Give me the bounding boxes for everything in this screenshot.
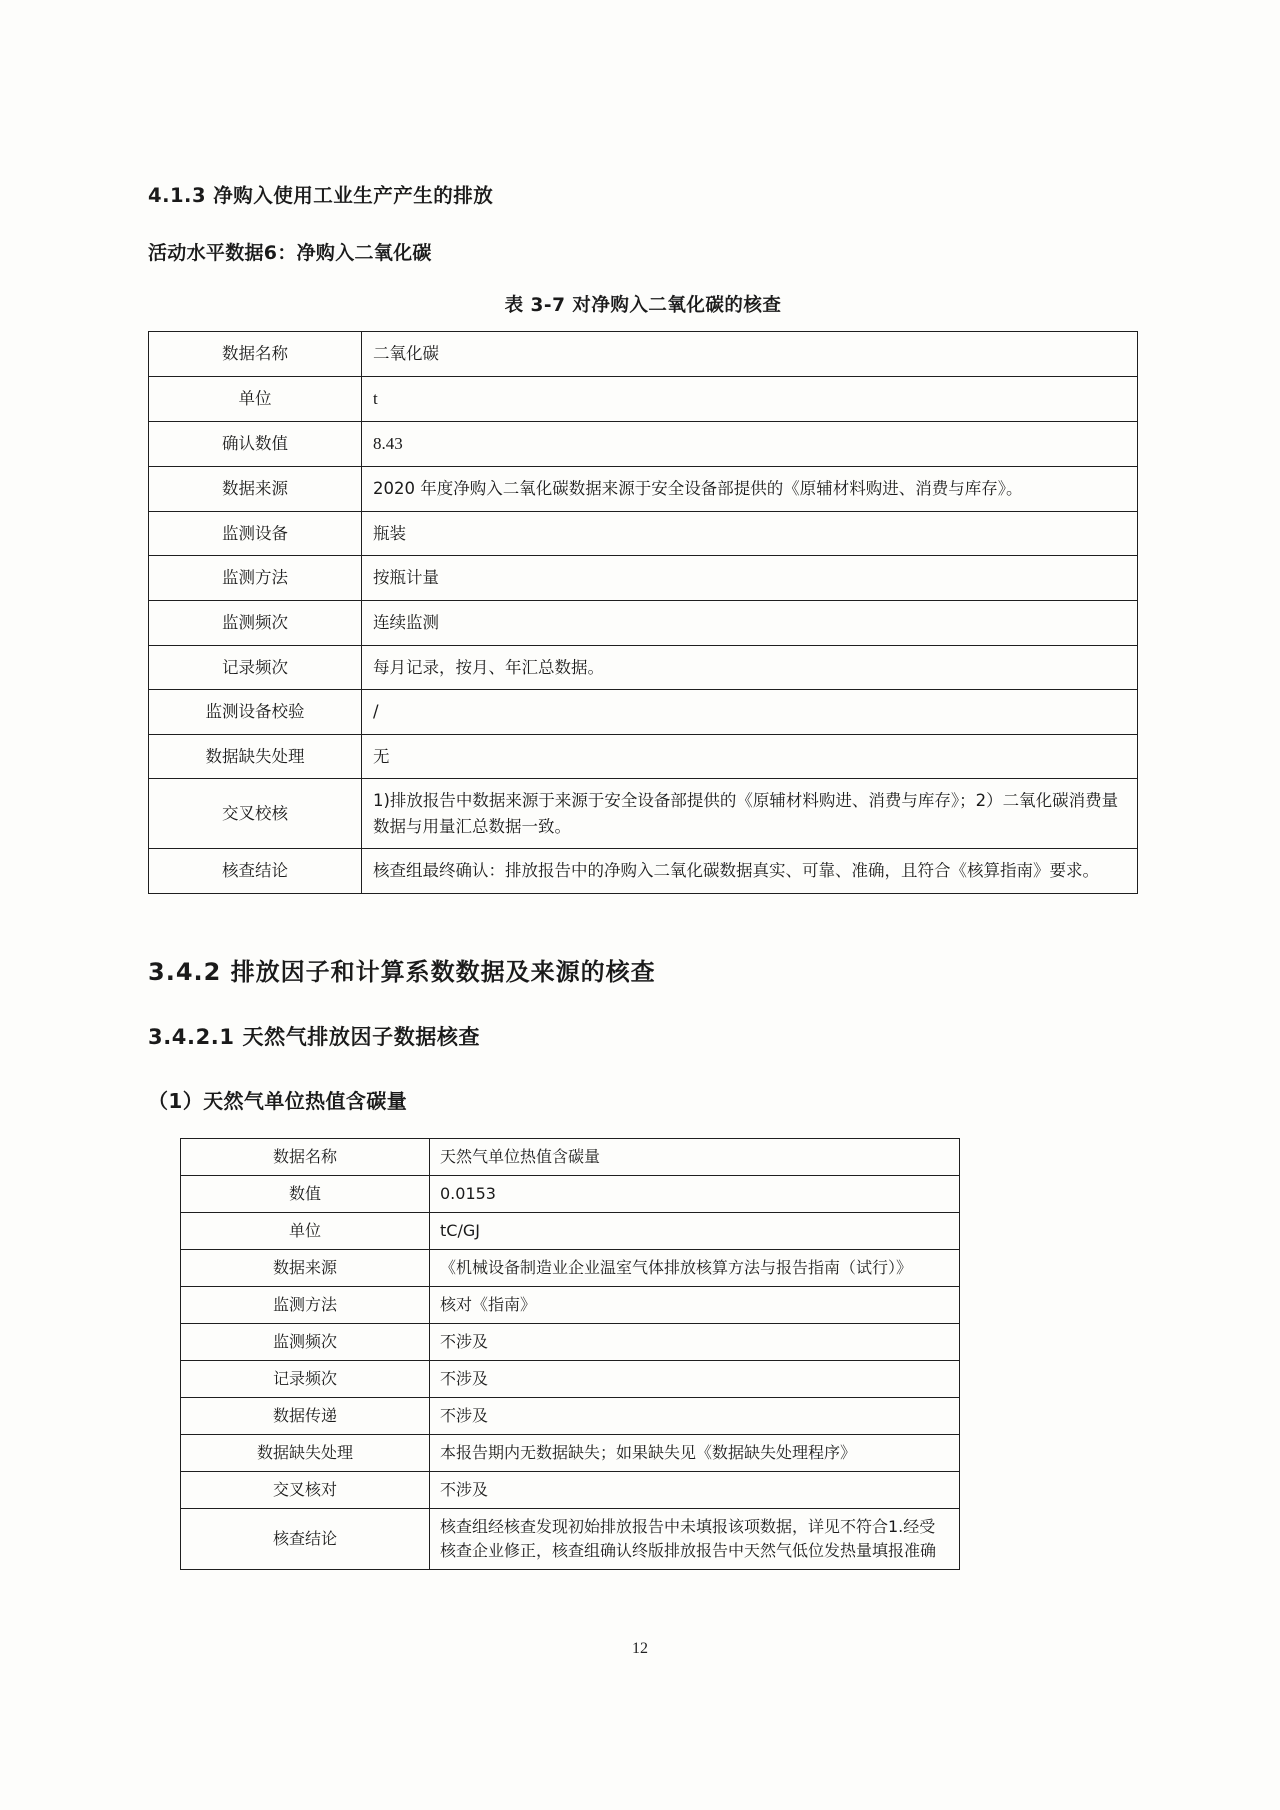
row-label: 核查结论 xyxy=(149,849,362,894)
row-value: 0.0153 xyxy=(430,1175,960,1212)
row-value: 每月记录，按月、年汇总数据。 xyxy=(362,645,1138,690)
row-value: / xyxy=(362,690,1138,735)
table-row xyxy=(181,1508,960,1569)
table-row xyxy=(181,1471,960,1508)
row-label: 单位 xyxy=(149,376,362,421)
table-row xyxy=(181,1434,960,1471)
row-label: 数据来源 xyxy=(149,467,362,512)
row-value: 按瓶计量 xyxy=(362,556,1138,601)
row-label: 数据来源 xyxy=(181,1249,430,1286)
table-row xyxy=(181,1397,960,1434)
table-row xyxy=(149,849,1138,894)
row-label: 记录频次 xyxy=(149,645,362,690)
table-row xyxy=(149,779,1138,849)
table-natural-gas-carbon-content xyxy=(180,1138,960,1570)
row-value: 瓶装 xyxy=(362,511,1138,556)
table-3-7-caption: 表 3-7 对净购入二氧化碳的核查 xyxy=(504,295,782,316)
row-value: 《机械设备制造业企业温室气体排放核算方法与报告指南（试行）》 xyxy=(430,1249,960,1286)
row-value: 不涉及 xyxy=(430,1360,960,1397)
row-value: t xyxy=(362,376,1138,421)
row-label: 数据缺失处理 xyxy=(149,734,362,779)
row-label: 监测频次 xyxy=(181,1323,430,1360)
row-label: 确认数值 xyxy=(149,421,362,466)
row-label: 数据传递 xyxy=(181,1397,430,1434)
row-label: 交叉校核 xyxy=(149,779,362,849)
row-value: 核对《指南》 xyxy=(430,1286,960,1323)
row-value: 二氧化碳 xyxy=(362,332,1138,377)
row-label: 监测设备 xyxy=(149,511,362,556)
row-label: 数据缺失处理 xyxy=(181,1434,430,1471)
table-row xyxy=(149,376,1138,421)
heading-4-1-3: 4.1.3 净购入使用工业生产产生的排放 xyxy=(148,184,494,207)
row-label: 核查结论 xyxy=(181,1508,430,1569)
table-row xyxy=(181,1175,960,1212)
row-value: 核查组经核查发现初始排放报告中未填报该项数据，详见不符合1.经受核查企业修正，核查组确认终版排放报告中天然气低位发热量填报准确 xyxy=(430,1508,960,1569)
activity-data-label: 活动水平数据6：净购入二氧化碳 xyxy=(148,242,432,264)
table-row xyxy=(181,1360,960,1397)
row-value: 不涉及 xyxy=(430,1397,960,1434)
table-row xyxy=(181,1249,960,1286)
heading-item-1: （1）天然气单位热值含碳量 xyxy=(148,1088,408,1113)
row-label: 单位 xyxy=(181,1212,430,1249)
heading-3-4-2-1: 3.4.2.1 天然气排放因子数据核查 xyxy=(148,1024,481,1049)
row-label: 监测方法 xyxy=(181,1286,430,1323)
table-row xyxy=(181,1212,960,1249)
table-row xyxy=(149,600,1138,645)
row-value: 不涉及 xyxy=(430,1471,960,1508)
table-row xyxy=(181,1323,960,1360)
row-value: 天然气单位热值含碳量 xyxy=(430,1138,960,1175)
table-row xyxy=(149,556,1138,601)
row-label: 数据名称 xyxy=(149,332,362,377)
row-value: tC/GJ xyxy=(430,1212,960,1249)
table-row xyxy=(181,1138,960,1175)
table-row xyxy=(149,690,1138,735)
row-value: 核查组最终确认：排放报告中的净购入二氧化碳数据真实、可靠、准确，且符合《核算指南》要求。 xyxy=(362,849,1138,894)
row-label: 数值 xyxy=(181,1175,430,1212)
row-label: 监测方法 xyxy=(149,556,362,601)
table2-wrapper xyxy=(180,1138,960,1570)
row-value: 1)排放报告中数据来源于来源于安全设备部提供的《原辅材料购进、消费与库存》；2）二氧化碳消费量数据与用量汇总数据一致。 xyxy=(362,779,1138,849)
row-value: 无 xyxy=(362,734,1138,779)
row-label: 数据名称 xyxy=(181,1138,430,1175)
row-value: 连续监测 xyxy=(362,600,1138,645)
row-value: 本报告期内无数据缺失；如果缺失见《数据缺失处理程序》 xyxy=(430,1434,960,1471)
row-value: 8.43 xyxy=(362,421,1138,466)
page-number: 12 xyxy=(632,1640,648,1657)
table-row xyxy=(149,734,1138,779)
table-row xyxy=(149,467,1138,512)
table-net-purchased-co2 xyxy=(148,331,1138,894)
table-row xyxy=(149,421,1138,466)
row-value: 不涉及 xyxy=(430,1323,960,1360)
row-label: 交叉核对 xyxy=(181,1471,430,1508)
row-value: 2020 年度净购入二氧化碳数据来源于安全设备部提供的《原辅材料购进、消费与库存》。 xyxy=(362,467,1138,512)
table-row xyxy=(149,332,1138,377)
row-label: 监测设备校验 xyxy=(149,690,362,735)
row-label: 记录频次 xyxy=(181,1360,430,1397)
table-row xyxy=(149,511,1138,556)
table-row xyxy=(149,645,1138,690)
table-row xyxy=(181,1286,960,1323)
row-label: 监测频次 xyxy=(149,600,362,645)
heading-3-4-2: 3.4.2 排放因子和计算系数数据及来源的核查 xyxy=(148,957,656,986)
page-content xyxy=(148,180,1138,1570)
